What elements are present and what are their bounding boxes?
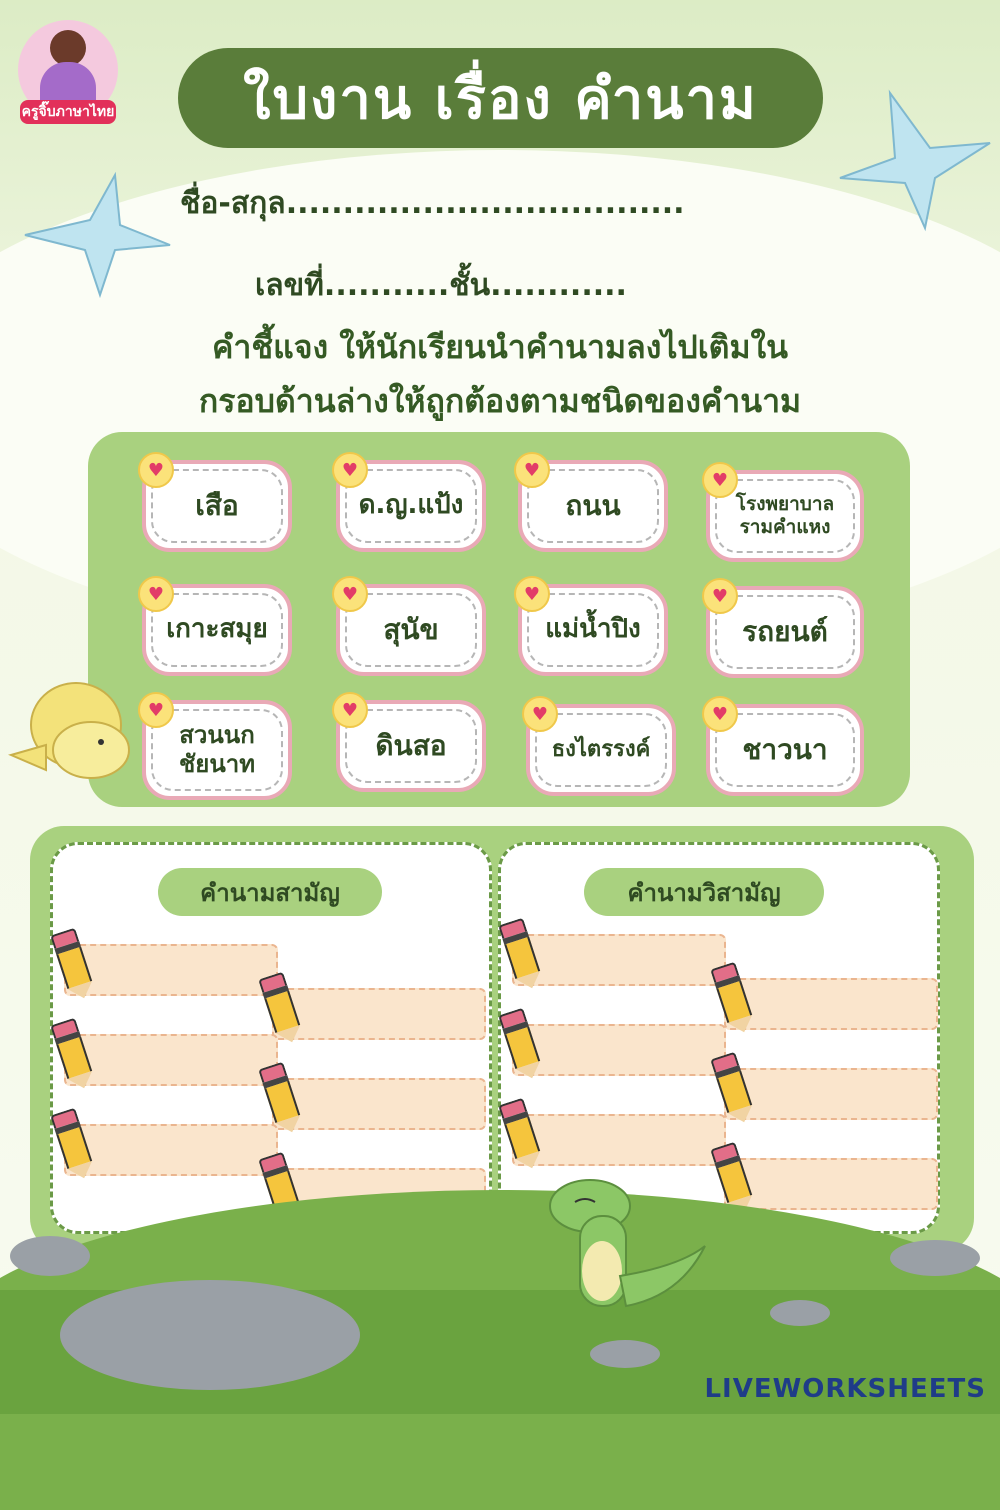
answer-drop-box[interactable]: [724, 1158, 938, 1210]
heart-icon: ♥: [138, 692, 174, 728]
teacher-head: [50, 30, 86, 66]
heart-icon: ♥: [514, 576, 550, 612]
class-number-field[interactable]: เลขที่...........ชั้น............: [255, 268, 627, 303]
answer-drop-box[interactable]: [272, 988, 486, 1040]
worksheet-title: [178, 48, 823, 148]
word-card[interactable]: ♥ แม่น้ำปิง: [518, 584, 668, 676]
heart-icon: ♥: [514, 452, 550, 488]
word-card[interactable]: ♥ ธงไตรรงค์: [526, 704, 676, 796]
small-rock: [10, 1236, 90, 1276]
word-card[interactable]: ♥ รถยนต์: [706, 586, 864, 678]
logo-label: ครูจิ๊บภาษาไทย: [20, 100, 116, 124]
heart-icon: ♥: [138, 576, 174, 612]
answer-drop-box[interactable]: [724, 1068, 938, 1120]
word-card[interactable]: ♥ โรงพยาบาลรามคำแหง: [706, 470, 864, 562]
heart-icon: ♥: [522, 696, 558, 732]
heart-icon: ♥: [332, 576, 368, 612]
heart-icon: ♥: [702, 578, 738, 614]
answer-drop-box[interactable]: [512, 934, 726, 986]
heart-icon: ♥: [332, 452, 368, 488]
small-rock: [590, 1340, 660, 1368]
large-rock: [60, 1280, 360, 1390]
answer-drop-box[interactable]: [64, 944, 278, 996]
liveworksheets-logo: LIVEWORKSHEETS: [704, 1374, 986, 1404]
heart-icon: ♥: [702, 696, 738, 732]
name-field[interactable]: ชื่อ-สกุล...................................: [180, 186, 685, 221]
heart-icon: ♥: [702, 462, 738, 498]
pterodactyl-right-icon: [835, 88, 995, 238]
answer-drop-box[interactable]: [64, 1124, 278, 1176]
answer-drop-box[interactable]: [724, 978, 938, 1030]
green-dinosaur-icon: [540, 1176, 710, 1336]
word-card[interactable]: ♥ เสือ: [142, 460, 292, 552]
word-card[interactable]: ♥ ชาวนา: [706, 704, 864, 796]
answer-drop-box[interactable]: [272, 1078, 486, 1130]
pterodactyl-left-icon: [20, 165, 175, 305]
small-rock: [890, 1240, 980, 1276]
word-card[interactable]: ♥ เกาะสมุย: [142, 584, 292, 676]
instructions-line-1: คำชี้แจง ให้นักเรียนนำคำนามลงไปเติมใน: [211, 328, 789, 366]
heart-icon: ♥: [138, 452, 174, 488]
title-text: ใบงาน เรื่อง คำนาม: [243, 66, 758, 132]
word-card[interactable]: ♥ ถนน: [518, 460, 668, 552]
instructions-line-2: กรอบด้านล่างให้ถูกต้องตามชนิดของคำนาม: [198, 382, 802, 420]
proper-noun-label: คำนามวิสามัญ: [584, 868, 824, 916]
word-card[interactable]: ♥ ด.ญ.แป้ง: [336, 460, 486, 552]
answer-drop-box[interactable]: [512, 1024, 726, 1076]
word-card[interactable]: ♥ สวนนกชัยนาท: [142, 700, 292, 800]
word-card[interactable]: ♥ ดินสอ: [336, 700, 486, 792]
word-card[interactable]: ♥ สุนัข: [336, 584, 486, 676]
small-rock: [770, 1300, 830, 1326]
answer-drop-box[interactable]: [64, 1034, 278, 1086]
triceratops-icon: [6, 660, 136, 790]
answer-drop-box[interactable]: [512, 1114, 726, 1166]
common-noun-label: คำนามสามัญ: [158, 868, 382, 916]
heart-icon: ♥: [332, 692, 368, 728]
